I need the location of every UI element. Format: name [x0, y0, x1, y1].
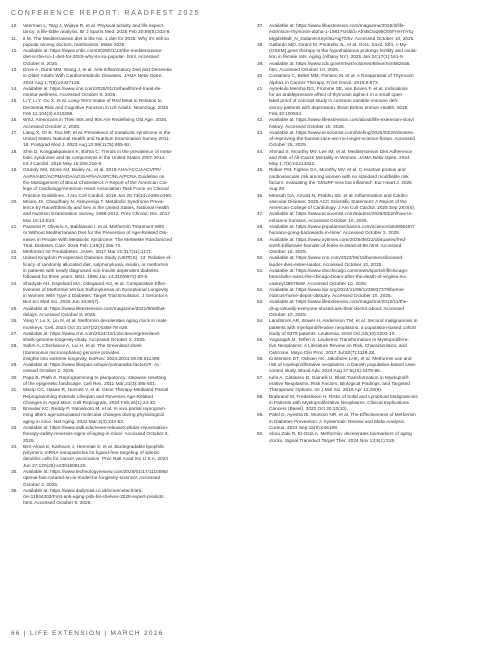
- reference-item: [11, 470, 232, 489]
- reference-text: polymeric mRNA nanoparticles for ligand-free targeting of splenic: [23, 451, 160, 457]
- reference-number: 47.: [257, 212, 264, 218]
- reference-text: 2025.: [23, 438, 35, 444]
- reference-text: aging in mice. Nat Aging. 2022 Mar;2(3):243-53.: [23, 419, 125, 425]
- reference-text: Available at: https://www.popularmechanics.com/science/a64906457/: [269, 225, 415, 230]
- reference-text: Metformin for Prediabetes. JAMA. 2017 Mar 21;317(11):1171.: [23, 250, 153, 256]
- reference-item: [257, 118, 478, 131]
- reference-text: Landstrom AR, Bower H, Andersson TM, et al. Second malignancies in: [269, 319, 418, 325]
- reference-text: tancy: a life-table analysis. Br J Sports Med. 2025 Feb 20;59(5):333-8.: [23, 30, 171, 36]
- reference-text: monkeys. Cell. 2024 Oct 31;187(22):6358-78 e29.: [23, 325, 129, 331]
- reference-number: 10.: [11, 24, 18, 29]
- reference-item: [257, 62, 478, 75]
- reference-text: in Older Adults With Cardiometabolic Diseases. JAMA Netw Open.: [23, 74, 163, 80]
- reference-text: cle-11844303/First-anti-aging-pills-hit-shelves-2028-expert-predicts.: [23, 495, 165, 501]
- reference-text: Alpha1 in Cancer Therapy. Front Oncol. 2019;9:873.: [269, 80, 379, 86]
- reference-text: October 9, 2025.: [23, 61, 59, 67]
- reference-text: clocks. Signal Transduct Target Ther. 2024 Nov 13;9(1):319.: [269, 438, 396, 444]
- reference-item: [11, 49, 232, 68]
- reference-number: 17.: [11, 130, 18, 136]
- reference-item: [257, 225, 478, 238]
- reference-number: 59.: [257, 413, 264, 419]
- reference-text: in Women With Type 2 Diabetes: Target Trial Emulation. J Gerontol A: [23, 294, 168, 300]
- reference-text: Mgjdxkl8dt_N_DalamKSSyOtUAqjTDhv. Accessed October 10, 2025.: [269, 36, 415, 42]
- reference-text: Available at: https://www.technologyreview.com/2025/01/17/1110086/: [23, 469, 168, 475]
- reference-number: 45.: [257, 168, 264, 174]
- reference-text: smith-billionaire-founder-of-fedex-is-dead-at-80.html. Accessed: [269, 243, 402, 249]
- reference-text: Reprogramming Extends Lifespan and Reverses Age-Related: [23, 394, 153, 400]
- reference-number: 56.: [257, 356, 264, 362]
- reference-text: October 15, 2025.: [269, 250, 308, 256]
- reference-text: Gallardo MD, Girard M, Pontrello JL, et al. Oct4, Sox2, Klf4, c-My-: [269, 42, 408, 48]
- reference-number: 14.: [11, 86, 18, 92]
- reference-item: [11, 445, 232, 470]
- reference-number: 36.: [11, 488, 18, 494]
- reference-item: [257, 413, 478, 432]
- reference-text: Available at: https://www.lifeextension.com/about/life-extension-story/: [269, 118, 415, 124]
- reference-text: Macip CC, Hasan R, Hoznek V, et al. Gene Therapy-Mediated Partial: [23, 388, 169, 394]
- reference-text: Brabrand M, Frederiksen H. Risks of Solid and Lymphoid Malignancies: [269, 394, 418, 400]
- reference-text: control study. Blood Adv. 2024 Aug 27;8(16):4478-85.: [269, 369, 382, 375]
- reference-text: therapy-safely-reverses-signs-of-aging-in-mice/. Accessed October 2,: [23, 432, 169, 438]
- reference-text: Dove A, Dunk MM, Wang J, et al. Anti-Inflammatory Diet and Dementia: [23, 67, 172, 73]
- reference-text: in Diabetes Prevention: A Systematic Review and Meta-Analysis.: [269, 419, 406, 425]
- reference-text: tion in female rats. Aging (Albany NY). 2025 Jan 24;17(1):161-9.: [269, 55, 404, 61]
- reference-text: Available at: https://www.cnn.com/2023/06/15/business/leonard-: [269, 256, 404, 262]
- reference-text: label proof of concept study in common variable immune defi-: [269, 99, 399, 105]
- reference-text: insights into extreme longevity. bioRxiv. 2024:2024.09.09.611499.: [23, 356, 161, 362]
- reference-text: factors: evaluating the 'SMuRF-less but inflamed'. Eur Heart J. 2025: [269, 181, 412, 187]
- reference-number: 27.: [11, 331, 18, 337]
- reference-number: 60.: [257, 432, 264, 438]
- reference-text: Papp B, Plath K. Reprogramming to pluripotency: stepwise resetting: [23, 375, 167, 381]
- reference-text: cessed October 2, 2025.: [23, 369, 75, 375]
- reference-text: Changes in Aged Mice. Cell Reprogram. 2024 Feb;26(1):24-32.: [23, 400, 157, 406]
- reference-text: Available at: https://www.npr.org/2024/11/06/1226837379/bernie-: [269, 287, 406, 293]
- reference-text: Li Y, Li Y, Gu X, et al. Long-Term Intake of Red Meat in Relation to: [23, 99, 162, 105]
- reference-text: Grundy SM, Stone NJ, Bailey AL, et al. 2018 AHA/ACC/AACVPR/: [23, 168, 161, 174]
- reference-number: 43.: [257, 130, 264, 136]
- reference-text: ciency patients with depression. Brain Behav Immun Health. 2025: [269, 105, 408, 111]
- reference-item: [257, 319, 478, 338]
- reference-item: [11, 131, 232, 150]
- reference-item: [257, 87, 478, 118]
- reference-text: erative Neoplasms: Risk Factors, Biological Findings, and Targeted: [269, 382, 410, 388]
- reference-text: delays. Accessed October 8, 2025.: [23, 312, 97, 318]
- reference-text: in patients with newly diagnosed non-insulin dependent diabetes: [23, 268, 159, 274]
- reference-text: Practice Guidelines. J Am Coll Cardiol. 2019 Jun 25;73(24):e285-e350.: [23, 193, 173, 199]
- reference-text: shark-genome-longevity-study. Accessed October 2, 2025.: [23, 338, 146, 344]
- reference-number: 23.: [11, 256, 18, 262]
- reference-text: lauder-dies-estee-lauder. Accessed October 10, 2025.: [269, 262, 383, 268]
- reference-text: Trial. Diabetes Care. 2025 Feb 1;48(2):265-72.: [23, 243, 122, 249]
- reference-text: extension-rhymosin-alpha-1-1981?srsltid=AfmBOoq9tlO0hFHHTiYtq: [269, 30, 413, 36]
- reference-number: 13.: [11, 67, 18, 73]
- reference-item: [11, 225, 232, 250]
- reference-item: [257, 288, 478, 301]
- reference-number: 18.: [11, 149, 18, 155]
- reference-text: Iurlo A, Cattaneo D, Gianelli U, Blast Transformation in Myeloprolif-: [269, 375, 410, 381]
- reference-text: Available at: https://www.economist.com/leaders/2025/03/20/how-to-: [269, 212, 413, 218]
- reference-text: Available at: https://www.lifeextension.com/magazine/2025/3/life-: [269, 24, 406, 29]
- reference-text: mentia-wellness. Accessed October 9, 2025.: [23, 93, 117, 99]
- reference-text: Available at: https://www.lifespan.io/topic/yamanaka-factors/#. Ac-: [23, 363, 161, 369]
- reference-item: [11, 200, 232, 225]
- reference-number: 21.: [11, 225, 18, 230]
- reference-number: 55.: [257, 338, 264, 344]
- reference-text: Ridker PM, Figtree GA, Moorthy MV, et al. C-reactive protein and: [269, 168, 406, 174]
- reference-text: Mar 16;14:E24.: [23, 218, 56, 224]
- reference-text: in Patients with Myeloproliferative Neoplasms: Clinical Implications.: [269, 400, 411, 406]
- reference-text: WSJ. Americans in Their 80s and 90s Are Redefining Old Age. 2025.: [23, 118, 168, 124]
- reference-item: [11, 68, 232, 87]
- reference-text: Feb 11;104(3):e210286.: [23, 111, 74, 117]
- reference-item: [11, 407, 232, 426]
- references-left-column: [11, 24, 232, 508]
- reference-number: 46.: [257, 193, 264, 199]
- reference-text: Browder KC, Reddy P, Yamamoto M, et al. In vivo partial reprogram-: [23, 407, 167, 413]
- reference-number: 57.: [257, 375, 264, 381]
- reference-text: Outcome. Mayo Clin Proc. 2017 Jul;92(7):1118-28.: [269, 350, 376, 356]
- reference-text: Aynekulu Mersha DG, Fromme SE, van Boven F, et al. Indications: [269, 86, 408, 92]
- reference-text: Sahm A, Cherkasov A, Liu H, et al. The Greenland shark: [23, 344, 142, 350]
- reference-number: 54.: [257, 319, 264, 325]
- reference-text: eases in People With Metabolic Syndrome: The MeMeMe Randomized: [23, 237, 173, 243]
- reference-text: Mensah GA, Arnold N, Prabhu SD, et al. Inflammation and Cardio-: [269, 193, 409, 199]
- reference-text: Abou Zaki R, El-Osta A. Metformin: decelerates biomarkers of aging: [269, 432, 412, 438]
- reference-number: 32.: [11, 407, 18, 413]
- reference-text: of the epigenetic landscape. Cell Res. 2011 Mar;21(3):486-501.: [23, 382, 157, 388]
- reference-item: [257, 238, 478, 257]
- reference-text: Available at: https://www.cnn.com/2025/01/15/health/red-meat-de-: [23, 86, 162, 92]
- reference-text: Int J Cardiol. 2018 May 15;259:216-9.: [23, 162, 103, 168]
- reference-item: [257, 338, 478, 357]
- reference-text: Kristensen DT, Ovlisen AK, Jakobsen LHK, et al. Metformin use and: [269, 356, 412, 362]
- reference-number: 34.: [11, 444, 18, 450]
- reference-text: Jun 27;120(26):e2301606120.: [23, 463, 87, 469]
- reference-item: [257, 357, 478, 376]
- reference-text: study of 9379 patients. Leukemia. 2018 Oct;32(10):2203-10.: [269, 331, 396, 337]
- reference-text: (Somniosus microcephalus) genome provides: [23, 350, 120, 356]
- reference-item: [11, 489, 232, 508]
- reference-text: Available at: https://www.dailymail.co.uk/sciencetech/arti-: [23, 488, 143, 494]
- reference-text: Yang Y, Lu X, Liu N, et al. Metformin decelerates aging clock in male: [23, 319, 167, 325]
- reference-number: 37.: [257, 24, 264, 29]
- reference-number: 38.: [257, 42, 264, 48]
- reference-item: [11, 168, 232, 199]
- reference-text: followed for three years. BMJ. 1995 Jan 14;310(6972):83-8.: [23, 275, 149, 281]
- reference-number: 15.: [11, 99, 18, 105]
- reference-item: [257, 395, 478, 414]
- reference-number: 50.: [257, 256, 264, 262]
- reference-number: 42.: [257, 118, 264, 124]
- reference-item: [11, 24, 232, 37]
- reference-item: [257, 300, 478, 319]
- reference-text: the Management of Blood Cholesterol: A Report of the American Col-: [23, 181, 168, 187]
- reference-text: Biol Sci Med Sci. 2025 Jun 10;80(7).: [23, 300, 100, 306]
- reference-text: risk of myeloproliferative neoplasms: a Danish population-based case-: [269, 363, 417, 369]
- reference-number: 52.: [257, 287, 264, 293]
- reference-text: Ben-Akiva E, Karlsson J, Hemmati S, et al. Biodegradable lipophilic: [23, 444, 165, 450]
- reference-text: October 25, 2025.: [269, 143, 308, 149]
- reference-text: openai-has-created-an-ai-model-for-longevity-science/. Accessed: [23, 476, 161, 482]
- reference-item: [257, 212, 478, 225]
- reference-text: lence by Race/Ethnicity and Sex in the United States, National Health: [23, 206, 170, 212]
- reference-number: 25.: [11, 306, 18, 312]
- reference-number: 29.: [11, 363, 18, 369]
- reference-text: Moore JX, Chaudhary N, Akinyemiju T. Metabolic Syndrome Preva-: [23, 199, 165, 205]
- reference-text: vascular Disease: 2025 ACC Scientific Statement: A Report of the: [269, 199, 407, 205]
- reference-text: for an antidepressive effect of thymosin alpha-1 in a small open-: [269, 93, 404, 99]
- reference-item: [11, 332, 232, 345]
- reference-text: Shin D, Kongpakpaisarn K, Bohra C. Trends in the prevalence of meta-: [23, 149, 173, 155]
- reference-text: diet-is-the-no-1-diet-for-2025-why-its-so-popular-.html. Accessed: [23, 55, 159, 61]
- reference-text: ming alters age-associated molecular changes during physiological: [23, 413, 164, 419]
- reference-text: humans-going-backwards-in-time/. Accessed October 2, 2025.: [269, 231, 401, 237]
- reference-text: Costantini C, Bellet MM, Pariano M, et al. A Reappraisal of Thymosin: [269, 74, 414, 80]
- reference-item: [11, 344, 232, 363]
- reference-item: [11, 150, 232, 169]
- reference-item: [257, 24, 478, 43]
- reference-item: [11, 87, 232, 100]
- reference-number: 35.: [11, 469, 18, 475]
- reference-item: [257, 74, 478, 87]
- reference-text: Available at: https://www.lifeextension.com/magazine/2010/11/the-: [269, 300, 408, 306]
- reference-number: 51.: [257, 268, 264, 274]
- reference-number: 24.: [11, 281, 18, 287]
- reference-number: 26.: [11, 319, 18, 325]
- reference-text: Available at: https://www.cdc.gov/mmwr/volumes/68/wr/mm6826a5.: [269, 61, 411, 67]
- reference-text: of-improving-the-human-race-are-no-longer-science-fiction. Accessed: [269, 137, 415, 143]
- reference-text: October 2, 2025.: [23, 482, 59, 488]
- reference-text: May 1;7(5):e2414322.: [269, 162, 316, 168]
- reference-text: bolic syndrome and its components in the United States 2007-2014.: [23, 155, 166, 161]
- reference-number: 31.: [11, 388, 18, 394]
- reference-text: htm. Accessed October 10, 2025.: [269, 67, 340, 73]
- reference-text: Liang X, Or B, Tsoi MF, et al. Prevalence of metabolic syndrome in the: [23, 130, 171, 136]
- reference-text: enhance-humans. Accessed October 10, 2025.: [269, 218, 369, 224]
- reference-text: Shadyab AH, Espeland MA, Odegaard AO, et al. Comparative Effec-: [23, 281, 167, 287]
- reference-text: Therapeutic Options. Int J Mol Sci. 2019 Apr 13;20(8).: [269, 388, 383, 394]
- reference-number: 12.: [11, 49, 18, 55]
- reference-text: United Kingdom Prospective Diabetes Study (UKPDS). 13: Relative ef-: [23, 256, 172, 262]
- reference-number: 20.: [11, 199, 18, 205]
- reference-number: 22.: [11, 250, 18, 256]
- reference-text: html. Accessed October 9, 2025.: [23, 501, 92, 507]
- reference-number: 33.: [11, 426, 18, 431]
- reference-text: Available at: https://www.nbcchicago.com/news/sports/nfl/chicago-: [269, 268, 409, 274]
- reference-item: [257, 150, 478, 169]
- reference-text: dendritic cells for cancer vaccination. Proc Natl Acad Sci U S A. 2023: [23, 457, 168, 463]
- reference-text: lege of Cardiology/American Heart Association Task Force on Clinical: [23, 187, 169, 193]
- reference-number: 40.: [257, 74, 264, 80]
- reference-text: Ahmad S, Moorthy MV, Lee IM, et al. Mediterranean Diet Adherence: [269, 149, 413, 155]
- reference-text: tive Neoplasms: A Literature Review on Risk, Characteristics, and: [269, 344, 407, 350]
- reference-text: drug-virtually-everyone-should-ask-their-doctor-about. Accessed: [269, 306, 404, 312]
- reference-text: tiveness of Metformin Versus Sulfonylureas on Exceptional Longevity: [23, 287, 169, 293]
- reference-text: ficacy of randomly allocated diet, sulphonylurea, insulin, or metformin: [23, 262, 169, 268]
- reference-text: AAPA/ABC/ACPM/ADA/AGS/APhA/ASPC/NLA/PCNA Guideline on: [23, 174, 165, 180]
- running-header: CONFERENCE REPORT: RAADFEST 2025: [11, 10, 201, 17]
- reference-item: [11, 282, 232, 307]
- reference-text: American College of Cardiology. J Am Coll Cardiol. 2025 Sep 29;0(0).: [269, 206, 416, 212]
- reference-text: Available at: https://www.economist.com/briefing/2025/03/20/dreams-: [269, 130, 415, 136]
- reference-text: Cureus. 2023 Sep;15(9):e46108.: [269, 426, 339, 431]
- reference-number: 19.: [11, 168, 18, 174]
- reference-item: [257, 376, 478, 395]
- reference-text: bears/who-owns-the-chicago-bears-after-the-death-of-virginia-mc-: [269, 275, 408, 281]
- reference-item: [11, 426, 232, 445]
- reference-text: Dementia Risk and Cognitive Function in US Adults. Neurology. 2025: [23, 105, 169, 111]
- page-footer: 66 | LIFE EXTENSION | MARCH 2026: [11, 630, 164, 637]
- reference-text: Cancers (Basel). 2020 Oct 20;12(10).: [269, 407, 348, 413]
- reference-number: 53.: [257, 300, 264, 306]
- reference-text: Veerman L, Targ J, Wijaya R, et al. Physical activity and life expect-: [23, 24, 165, 29]
- reference-item: [257, 131, 478, 150]
- references-right-column: [257, 24, 478, 445]
- reference-item: [11, 99, 232, 118]
- reference-text: Yogarajah M, Tefferi A. Leukemic Transformation in Myeloprolifera-: [269, 338, 409, 344]
- reference-item: [257, 269, 478, 288]
- reference-item: [257, 432, 478, 445]
- reference-text: marcus-home-depot-obituary. Accessed October 10, 2025.: [269, 294, 392, 300]
- reference-text: United States National Health and Nutrition Examination Survey 2011-: [23, 137, 171, 143]
- reference-number: 58.: [257, 394, 264, 400]
- reference-number: 16.: [11, 118, 18, 124]
- reference-item: [11, 256, 232, 281]
- reference-text: Aug 29.: [269, 187, 286, 193]
- reference-item: [11, 37, 232, 50]
- reference-number: 28.: [11, 344, 18, 350]
- reference-text: Available at: https://www.cnn.com/2024/12/13/science/greenland-: [23, 331, 161, 337]
- reference-text: popular among doctors, nutritionists. Make 2025.: [23, 42, 126, 48]
- reference-item: [257, 168, 478, 193]
- reference-number: 30.: [11, 375, 18, 381]
- reference-number: 48.: [257, 225, 264, 230]
- reference-text: 2024 Aug 1;7(8):e2427125.: [23, 80, 81, 86]
- reference-text: Available at: https://www.cnbc.com/2025/01/13/the-mediterranean-: [23, 49, 163, 55]
- reference-text: Patel D, Ayesha IE, Monson NR, et al. The Effectiveness of Metformin: [269, 413, 416, 419]
- reference-text: Available at: https://www.nytimes.com/2025/06/22/obituaries/fred-: [269, 237, 407, 243]
- reference-text: or Without Mediterranean Diet for the Prevention of Age-Related Dis-: [23, 231, 168, 237]
- reference-number: 49.: [257, 237, 264, 243]
- reference-text: Available at: https://www.salk.edu/news-release/cellular-rejuvenation-: [23, 426, 169, 431]
- reference-item: [11, 376, 232, 389]
- reference-text: October 10, 2025.: [269, 312, 308, 318]
- reference-item: [257, 256, 478, 269]
- reference-text: caskey/3867559/. Accessed October 10, 2025.: [269, 281, 368, 287]
- reference-text: patients with myeloproliferative neoplasms: a population-based cohort: [269, 325, 416, 331]
- reference-item: [11, 388, 232, 407]
- reference-text: (OSKM) gene therapy in the hypothalamus prolongs fertility and ovula-: [269, 49, 418, 55]
- reference-item: [11, 319, 232, 332]
- reference-number: 11.: [11, 36, 18, 42]
- reference-text: Available at: https://www.lifeextension.com/magazine/2021/9/telthat-: [23, 306, 167, 312]
- reference-item: [257, 43, 478, 62]
- reference-item: [11, 307, 232, 320]
- reference-text: 18. Postgrad Med J. 2023 Aug 22;99(1175):985-92.: [23, 143, 131, 149]
- reference-text: cardiovascular risk among women with no standard modifiable risk: [269, 174, 409, 180]
- reference-text: and Risk of All-Cause Mortality in Women. JAMA Netw Open. 2024: [269, 155, 410, 161]
- reference-text: and Nutrition Examination Survey, 1988-2012. Prev Chronic Dis. 2017: [23, 212, 170, 218]
- reference-number: 39.: [257, 61, 264, 67]
- reference-number: 44.: [257, 149, 264, 155]
- reference-text: it M. The Mediterranean diet is the No. 1 diet for 2025: Why it's still so: [23, 36, 170, 42]
- reference-item: [11, 363, 232, 376]
- reference-text: Pasanisi P, Oliverio A, Baldassari I, et al. Metformin Treatment With: [23, 225, 165, 230]
- reference-text: Accessed October 2, 2025.: [23, 124, 81, 130]
- reference-text: Feb;43:100934.: [269, 111, 303, 117]
- reference-text: history. Accessed October 10, 2025.: [269, 124, 345, 130]
- reference-item: [257, 194, 478, 213]
- reference-number: 41.: [257, 86, 264, 92]
- reference-item: [11, 118, 232, 131]
